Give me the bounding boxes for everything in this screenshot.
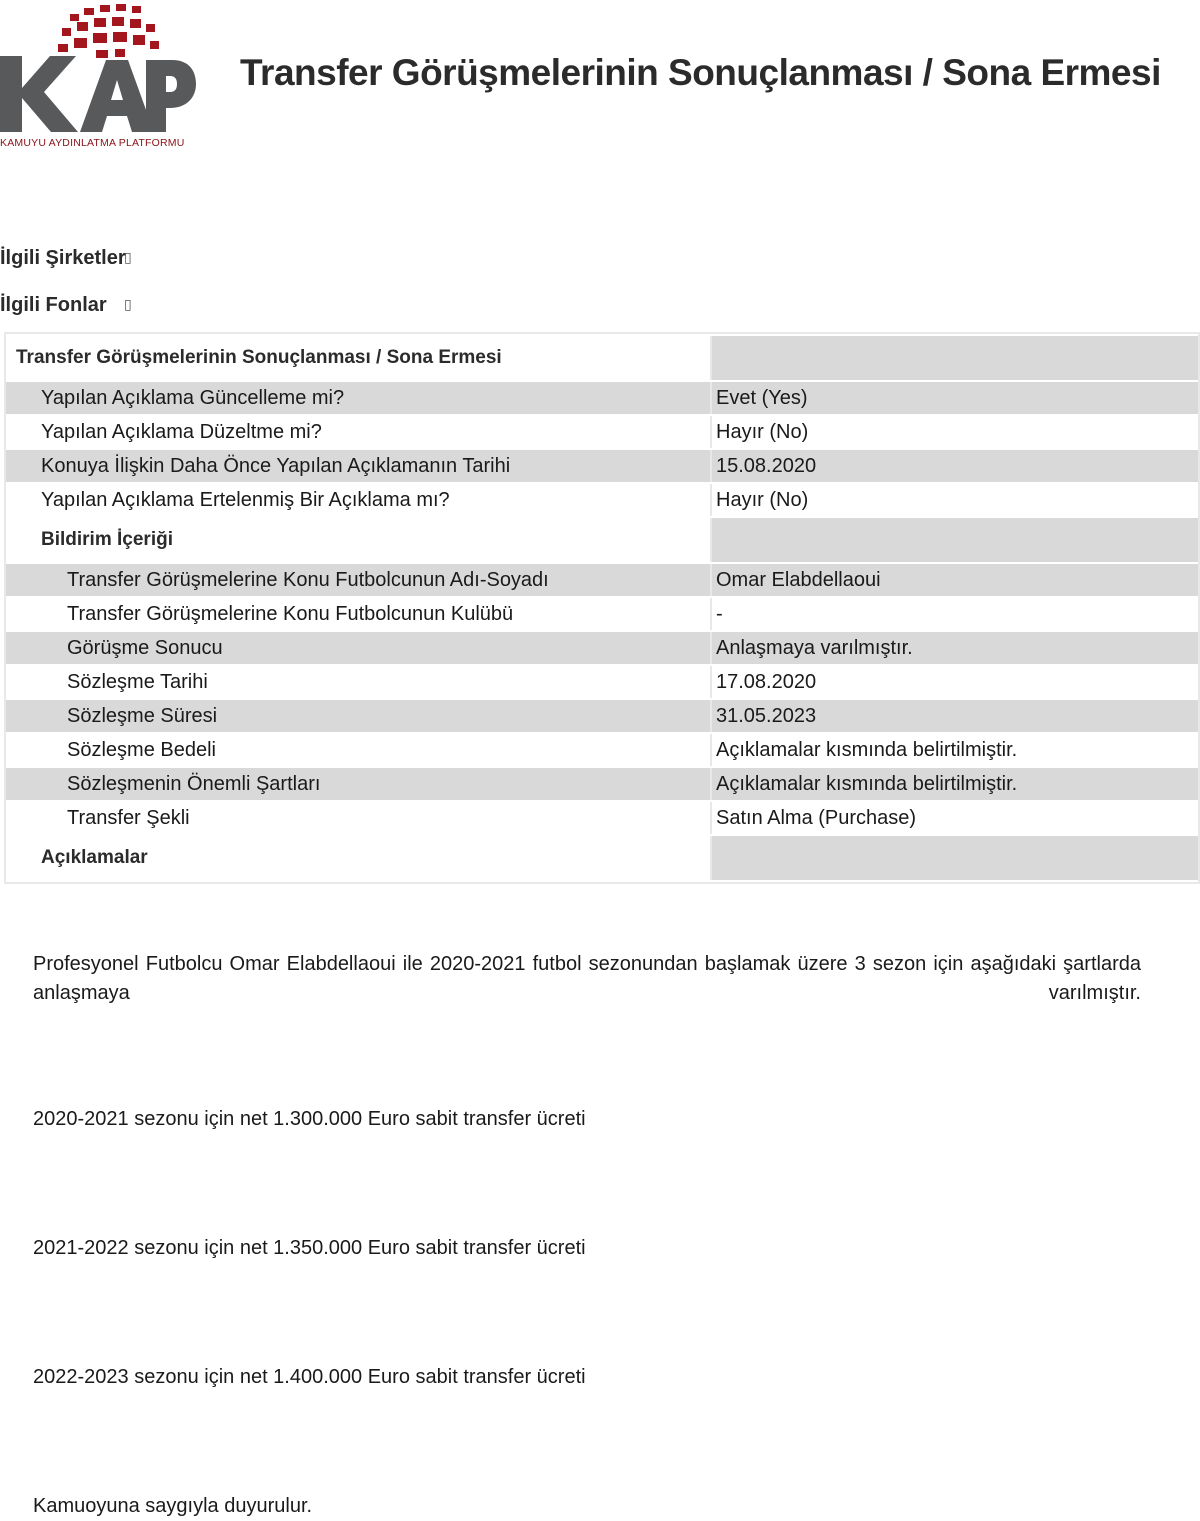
table-row bbox=[6, 700, 1198, 732]
row-value: 15.08.2020 bbox=[710, 450, 1198, 482]
row-label: Sözleşme Bedeli bbox=[6, 734, 710, 766]
row-value: Evet (Yes) bbox=[710, 382, 1198, 414]
row-label: Transfer Şekli bbox=[6, 802, 710, 834]
kap-logo[interactable] bbox=[0, 0, 200, 150]
table-row bbox=[6, 484, 1198, 516]
table-row bbox=[6, 598, 1198, 630]
row-label: Yapılan Açıklama Düzeltme mi? bbox=[6, 416, 710, 448]
table-row bbox=[6, 666, 1198, 698]
page-title: Transfer Görüşmelerinin Sonuçlanması / Sona Ermesi bbox=[240, 52, 1161, 93]
row-label: Sözleşmenin Önemli Şartları bbox=[6, 768, 710, 800]
table-row bbox=[6, 450, 1198, 482]
logo-subtitle: KAMUYU AYDINLATMA PLATFORMU bbox=[0, 137, 185, 149]
section-title-value bbox=[710, 336, 1198, 380]
chevron-icon: ▯ bbox=[124, 296, 132, 312]
row-label: Transfer Görüşmelerine Konu Futbolcunun Adı-Soyadı bbox=[6, 564, 710, 596]
row-label: Sözleşme Süresi bbox=[6, 700, 710, 732]
row-label: Yapılan Açıklama Ertelenmiş Bir Açıklama mı? bbox=[6, 484, 710, 516]
table-row bbox=[6, 632, 1198, 664]
disclosure-table bbox=[4, 332, 1200, 884]
row-label: Transfer Görüşmelerine Konu Futbolcunun Kulübü bbox=[6, 598, 710, 630]
table-row bbox=[6, 768, 1198, 800]
notes-header-value bbox=[710, 836, 1198, 880]
content-header-row bbox=[6, 518, 1198, 562]
explanation-intro: Profesyonel Futbolcu Omar Elabdellaoui ile 2020-2021 futbol sezonundan başlamak üzere 3 sezon için aşağıdaki şartlarda anlaşmaya varılmıştır. bbox=[33, 953, 1141, 1004]
row-label: Yapılan Açıklama Güncelleme mi? bbox=[6, 382, 710, 414]
row-value: Hayır (No) bbox=[710, 416, 1198, 448]
fee-line-2022-2023: 2022-2023 sezonu için net 1.400.000 Euro sabit transfer ücreti bbox=[33, 1366, 586, 1388]
related-funds-label: İlgili Fonlar bbox=[0, 294, 107, 316]
row-value: - bbox=[710, 598, 1198, 630]
row-value: Satın Alma (Purchase) bbox=[710, 802, 1198, 834]
fee-line-2020-2021: 2020-2021 sezonu için net 1.300.000 Euro sabit transfer ücreti bbox=[33, 1108, 586, 1130]
content-header: Bildirim İçeriği bbox=[6, 518, 710, 562]
table-row bbox=[6, 802, 1198, 834]
kap-logo-mark bbox=[0, 0, 200, 140]
related-companies-label: İlgili Şirketler bbox=[0, 247, 126, 269]
notes-header-row bbox=[6, 836, 1198, 880]
row-label: Sözleşme Tarihi bbox=[6, 666, 710, 698]
row-label: Görüşme Sonucu bbox=[6, 632, 710, 664]
row-value: Hayır (No) bbox=[710, 484, 1198, 516]
related-companies-toggle[interactable] bbox=[0, 247, 132, 270]
table-row bbox=[6, 416, 1198, 448]
row-value: Açıklamalar kısmında belirtilmiştir. bbox=[710, 734, 1198, 766]
row-value: Açıklamalar kısmında belirtilmiştir. bbox=[710, 768, 1198, 800]
row-value: Anlaşmaya varılmıştır. bbox=[710, 632, 1198, 664]
content-header-value bbox=[710, 518, 1198, 562]
chevron-icon: ▯ bbox=[124, 249, 132, 265]
row-value: Omar Elabdellaoui bbox=[710, 564, 1198, 596]
table-row bbox=[6, 382, 1198, 414]
row-label: Konuya İlişkin Daha Önce Yapılan Açıklamanın Tarihi bbox=[6, 450, 710, 482]
row-value: 17.08.2020 bbox=[710, 666, 1198, 698]
closing-statement: Kamuoyuna saygıyla duyurulur. bbox=[33, 1495, 313, 1517]
table-row bbox=[6, 564, 1198, 596]
notes-header: Açıklamalar bbox=[6, 836, 710, 880]
table-row bbox=[6, 734, 1198, 766]
section-header-row bbox=[6, 336, 1198, 380]
fee-line-2021-2022: 2021-2022 sezonu için net 1.350.000 Euro sabit transfer ücreti bbox=[33, 1237, 586, 1259]
related-funds-toggle[interactable] bbox=[0, 294, 132, 317]
row-value: 31.05.2023 bbox=[710, 700, 1198, 732]
section-title: Transfer Görüşmelerinin Sonuçlanması / Sona Ermesi bbox=[6, 336, 710, 380]
